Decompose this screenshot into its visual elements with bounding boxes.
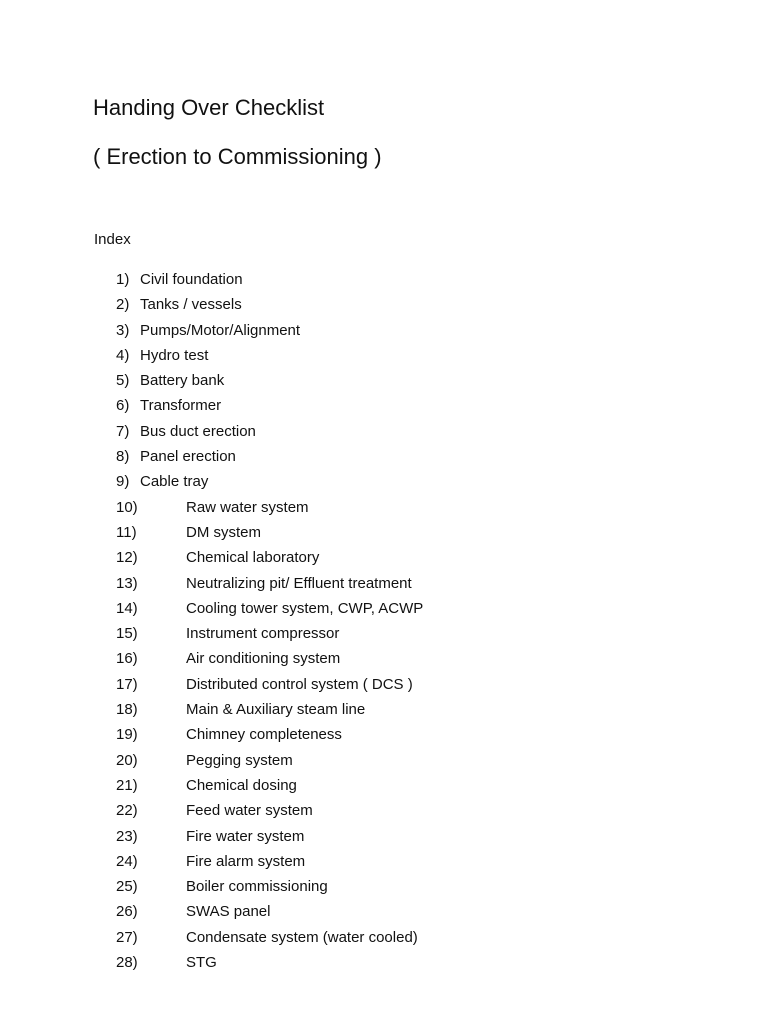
item-label: SWAS panel (186, 903, 271, 921)
item-label: Chimney completeness (186, 726, 342, 744)
item-label: Feed water system (186, 802, 313, 820)
item-label: Air conditioning system (186, 650, 341, 668)
item-number: 3) (116, 321, 130, 339)
item-number: 8) (116, 448, 130, 466)
item-number: 24) (116, 852, 138, 870)
item-number: 17) (116, 675, 138, 693)
item-label: Panel erection (140, 448, 236, 466)
item-label: Fire water system (186, 827, 305, 845)
item-label: Fire alarm system (186, 852, 306, 870)
item-label: DM system (186, 523, 261, 541)
item-number: 1) (116, 271, 130, 288)
item-label: Instrument compressor (186, 625, 340, 643)
item-label: Tanks / vessels (140, 296, 242, 314)
item-label: Pegging system (186, 751, 293, 769)
index-heading: Index (94, 231, 131, 248)
item-number: 15) (116, 625, 138, 643)
item-number: 19) (116, 726, 138, 744)
item-label: Condensate system (water cooled) (186, 928, 418, 946)
item-label: Transformer (140, 397, 222, 415)
item-label: Battery bank (140, 372, 225, 390)
item-label: Boiler commissioning (186, 878, 328, 896)
document-title: Handing Over Checklist (93, 95, 325, 120)
item-number: 22) (116, 802, 138, 820)
item-label: Pumps/Motor/Alignment (140, 321, 301, 339)
item-number: 4) (116, 346, 130, 364)
item-label: Bus duct erection (140, 422, 256, 440)
item-label: Raw water system (186, 498, 309, 516)
item-number: 21) (116, 776, 138, 794)
item-label: Chemical laboratory (186, 549, 320, 567)
item-number: 11) (116, 523, 137, 541)
item-number: 27) (116, 928, 138, 946)
item-number: 26) (116, 903, 138, 921)
item-number: 16) (116, 650, 138, 668)
item-label: Distributed control system ( DCS ) (186, 675, 413, 693)
item-number: 12) (116, 549, 138, 567)
item-label: Chemical dosing (186, 776, 297, 794)
item-label: Cable tray (140, 473, 209, 491)
item-label: Main & Auxiliary steam line (186, 701, 366, 719)
item-number: 18) (116, 701, 138, 719)
document-subtitle: ( Erection to Commissioning ) (93, 144, 382, 169)
item-number: 6) (116, 397, 130, 415)
item-label: Hydro test (140, 346, 209, 364)
item-number: 7) (116, 422, 130, 440)
item-number: 9) (116, 473, 130, 491)
item-label: STG (186, 954, 217, 972)
item-number: 2) (116, 296, 130, 314)
item-number: 5) (116, 372, 130, 390)
item-label: Civil foundation (140, 271, 243, 288)
item-number: 13) (116, 574, 138, 592)
item-number: 28) (116, 954, 138, 972)
item-number: 14) (116, 599, 138, 617)
item-number: 20) (116, 751, 138, 769)
item-label: Neutralizing pit/ Effluent treatment (186, 574, 412, 592)
item-label: Cooling tower system, CWP, ACWP (186, 599, 424, 617)
item-number: 23) (116, 827, 138, 845)
item-number: 10) (116, 498, 138, 516)
item-number: 25) (116, 878, 138, 896)
